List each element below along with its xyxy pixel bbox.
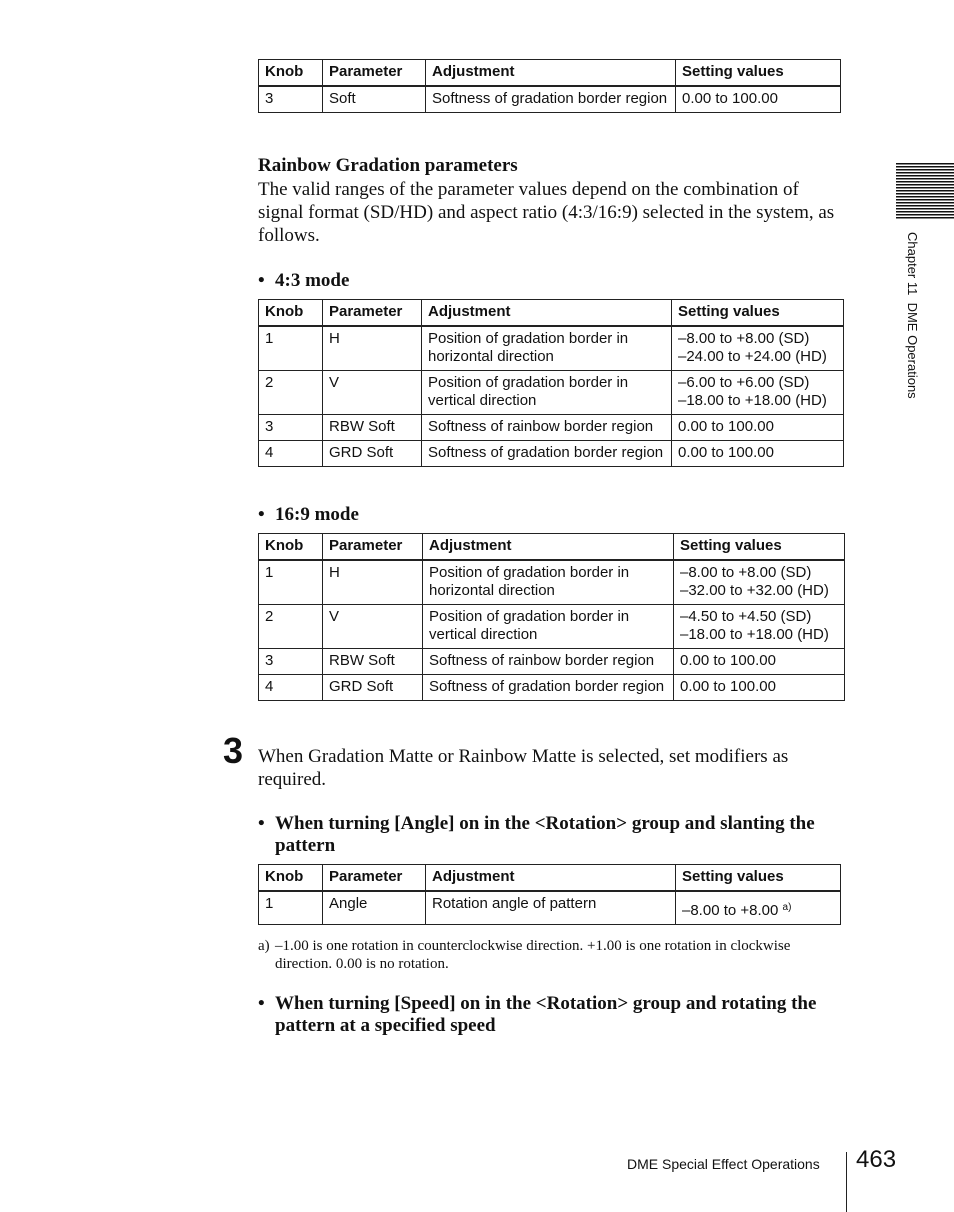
cell-adjustment: Softness of rainbow border region [423,649,674,675]
table-row [259,326,844,371]
cell-setting-values: 0.00 to 100.00 [672,441,844,467]
bullet-mark: • [258,993,265,1014]
cell-knob: 4 [259,441,323,467]
cell-setting-values: 0.00 to 100.00 [674,675,845,701]
header-parameter: Parameter [323,865,426,892]
header-setting-values: Setting values [676,60,841,87]
table-header-row [259,300,844,327]
header-knob: Knob [259,60,323,87]
cell-adjustment: Rotation angle of pattern [426,891,676,925]
cell-parameter: H [323,560,423,605]
value-hd: –18.00 to +18.00 (HD) [678,392,827,409]
section-title: Rainbow Gradation parameters [258,155,518,176]
header-adjustment: Adjustment [422,300,672,327]
section-intro: The valid ranges of the parameter values depend on the combination of signal format (SD/HD) and aspect ratio (4:3/16:9) selected in the system, as follows. [258,179,835,246]
footnote-mark: a) [258,938,270,954]
bullet-mark: • [258,813,265,834]
cell-setting-values [672,371,844,415]
cell-adjustment: Position of gradation border in horizontal direction [423,560,674,605]
header-adjustment: Adjustment [423,534,674,561]
header-knob: Knob [259,865,323,892]
cell-knob: 2 [259,371,323,415]
bullet-label: When turning [Angle] on in the <Rotation> group and slanting the pattern [275,813,815,856]
value-sd: –8.00 to +8.00 (SD) [680,564,812,581]
cell-parameter: GRD Soft [323,675,423,701]
table-row [259,649,845,675]
table-row [259,605,845,649]
header-setting-values: Setting values [676,865,841,892]
table-row [259,415,844,441]
cell-adjustment: Softness of rainbow border region [422,415,672,441]
table-header-row [259,865,841,892]
cell-knob: 1 [259,891,323,925]
cell-setting-values: 0.00 to 100.00 [674,649,845,675]
cell-adjustment: Position of gradation border in horizontal direction [422,326,672,371]
table-row [259,441,844,467]
cell-knob: 3 [259,415,323,441]
table-row [259,675,845,701]
footnote-text: –1.00 is one rotation in counterclockwise direction. +1.00 is one rotation in clockwise direction. 0.00 is no rotation. [275,938,791,972]
cell-setting-values: 0.00 to 100.00 [676,86,841,113]
value-sd: –4.50 to +4.50 (SD) [680,608,812,625]
cell-parameter: GRD Soft [323,441,422,467]
header-parameter: Parameter [323,534,423,561]
table-header-row [259,60,841,87]
cell-parameter: RBW Soft [323,649,423,675]
cell-knob: 3 [259,649,323,675]
value-sd: –6.00 to +6.00 (SD) [678,374,810,391]
header-knob: Knob [259,534,323,561]
table-row [259,86,841,113]
header-setting-values: Setting values [672,300,844,327]
step-text: When Gradation Matte or Rainbow Matte is selected, set modifiers as required. [258,746,789,790]
cell-setting-values [676,891,841,925]
header-parameter: Parameter [323,60,426,87]
footnote [258,937,838,973]
cell-setting-values [674,605,845,649]
cell-parameter: V [323,605,423,649]
chapter-tab-stripes [896,163,954,220]
table-row [259,891,841,925]
cell-parameter: Angle [323,891,426,925]
angle-value: –8.00 to +8.00 [682,902,779,919]
cell-adjustment: Softness of gradation border region [426,86,676,113]
cell-setting-values [674,560,845,605]
bullet-4-3-mode [258,270,843,292]
angle-parameter-table [258,864,841,925]
bullet-angle-rotation [258,813,843,857]
cell-parameter: RBW Soft [323,415,422,441]
footer-divider [846,1152,847,1212]
value-hd: –24.00 to +24.00 (HD) [678,348,827,365]
header-knob: Knob [259,300,323,327]
cell-adjustment: Position of gradation border in vertical direction [423,605,674,649]
table-4-3-mode [258,299,844,467]
page-number: 463 [856,1146,897,1173]
cell-parameter: V [323,371,422,415]
header-adjustment: Adjustment [426,865,676,892]
step-number: 3 [223,730,244,771]
bullet-speed-rotation [258,993,843,1037]
table-row [259,371,844,415]
cell-adjustment: Softness of gradation border region [423,675,674,701]
header-setting-values: Setting values [674,534,845,561]
value-hd: –32.00 to +32.00 (HD) [680,582,829,599]
chapter-side-label: Chapter 11 DME Operations [905,232,920,399]
bullet-label: 16:9 mode [275,504,359,525]
value-sd: –8.00 to +8.00 (SD) [678,330,810,347]
cell-knob: 3 [259,86,323,113]
cell-parameter: H [323,326,422,371]
footnote-ref: a) [782,902,792,913]
bullet-16-9-mode [258,504,843,526]
header-parameter: Parameter [323,300,422,327]
value-hd: –18.00 to +18.00 (HD) [680,626,829,643]
cell-parameter: Soft [323,86,426,113]
cell-setting-values: 0.00 to 100.00 [672,415,844,441]
soft-parameter-table [258,59,841,113]
cell-knob: 1 [259,326,323,371]
cell-setting-values [672,326,844,371]
bullet-mark: • [258,270,265,291]
cell-knob: 1 [259,560,323,605]
table-row [259,560,845,605]
cell-knob: 4 [259,675,323,701]
cell-adjustment: Softness of gradation border region [422,441,672,467]
bullet-mark: • [258,504,265,525]
header-adjustment: Adjustment [426,60,676,87]
table-16-9-mode [258,533,845,701]
cell-knob: 2 [259,605,323,649]
bullet-label: 4:3 mode [275,270,350,291]
table-header-row [259,534,845,561]
cell-adjustment: Position of gradation border in vertical direction [422,371,672,415]
footer-section-label: DME Special Effect Operations [627,1156,820,1172]
bullet-label: When turning [Speed] on in the <Rotation> group and rotating the pattern at a specified speed [275,993,817,1036]
